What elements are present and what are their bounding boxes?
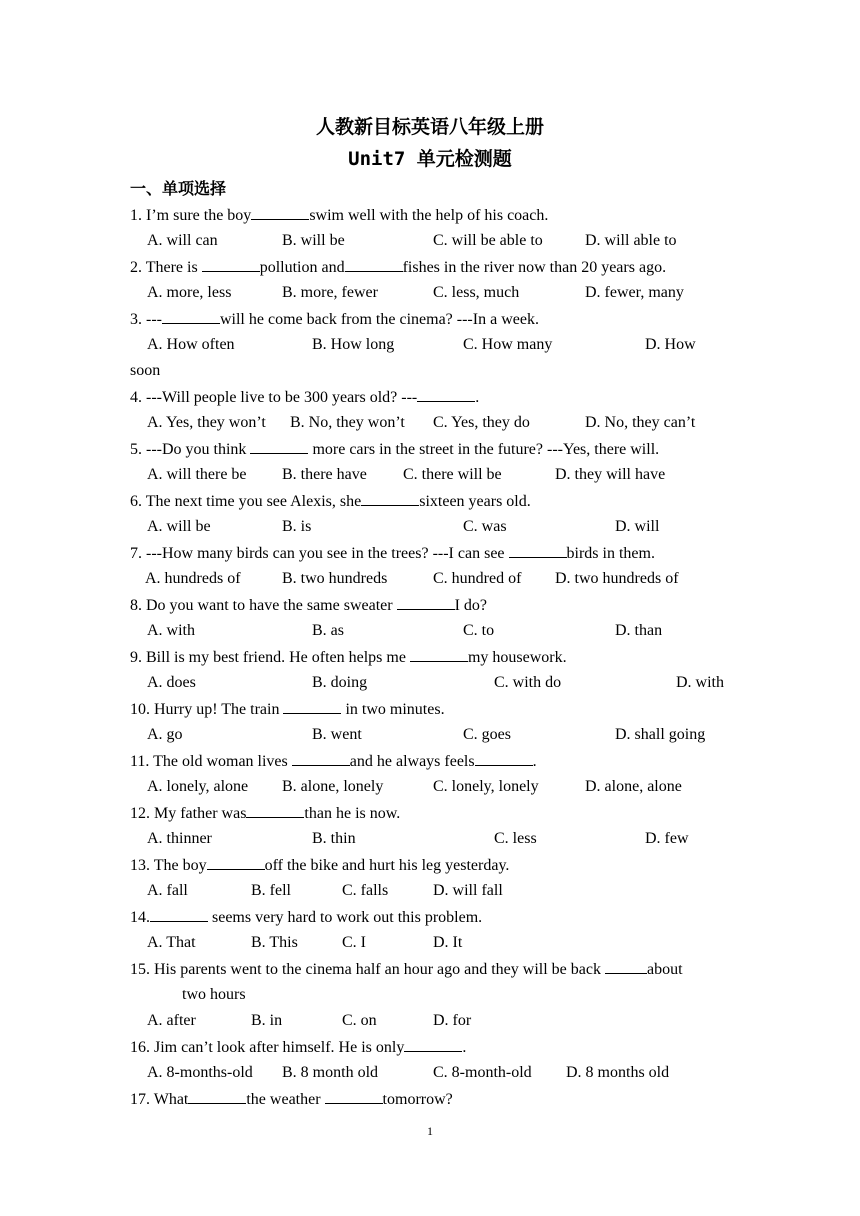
question-13: 13. The boy off the bike and hurt his leg yesterday. <box>130 857 510 874</box>
q15-option-b: B. in <box>251 1012 283 1029</box>
q16-option-d: D. 8 months old <box>566 1064 670 1081</box>
q8-option-a: A. with <box>147 622 195 639</box>
document-subtitle: Unit7 单元检测题 <box>348 148 512 170</box>
question-15-continuation: two hours <box>182 986 246 1003</box>
q7-option-c: C. hundred of <box>433 570 522 587</box>
q1-option-c: C. will be able to <box>433 232 543 249</box>
question-3: 3. --- will he come back from the cinema? ---In a week. <box>130 311 539 328</box>
q2-option-c: C. less, much <box>433 284 520 301</box>
q15-option-d: D. for <box>433 1012 472 1029</box>
section-heading: 一、单项选择 <box>130 179 227 198</box>
q15-option-c: C. on <box>342 1012 377 1029</box>
q11-option-d: D. alone, alone <box>585 778 682 795</box>
q1-option-b: B. will be <box>282 232 345 249</box>
q10-option-c: C. goes <box>463 726 511 743</box>
question-15: 15. His parents went to the cinema half an hour ago and they will be back about <box>130 961 683 978</box>
q12-option-b: B. thin <box>312 830 356 847</box>
q10-option-a: A. go <box>147 726 183 743</box>
q3-option-a: A. How often <box>147 336 235 353</box>
q14-option-d: D. It <box>433 934 463 951</box>
q6-option-b: B. is <box>282 518 312 535</box>
q2-option-d: D. fewer, many <box>585 284 684 301</box>
question-10: 10. Hurry up! The train in two minutes. <box>130 701 445 718</box>
q11-option-c: C. lonely, lonely <box>433 778 539 795</box>
q11-option-b: B. alone, lonely <box>282 778 384 795</box>
q6-option-d: D. will <box>615 518 660 535</box>
question-5: 5. ---Do you think more cars in the street in the future? ---Yes, there will. <box>130 441 660 458</box>
q12-option-a: A. thinner <box>147 830 212 847</box>
q13-option-c: C. falls <box>342 882 389 899</box>
q9-option-d: D. with <box>676 674 724 691</box>
q4-option-c: C. Yes, they do <box>433 414 530 431</box>
q9-option-c: C. with do <box>494 674 562 691</box>
q13-option-a: A. fall <box>147 882 188 899</box>
q15-option-a: A. after <box>147 1012 196 1029</box>
q14-option-c: C. I <box>342 934 366 951</box>
q5-option-b: B. there have <box>282 466 367 483</box>
q4-option-b: B. No, they won’t <box>290 414 405 431</box>
q3-option-d: D. How <box>645 336 696 353</box>
q8-option-c: C. to <box>463 622 495 639</box>
q4-option-a: A. Yes, they won’t <box>147 414 266 431</box>
q2-option-a: A. more, less <box>147 284 232 301</box>
q12-option-c: C. less <box>494 830 537 847</box>
q4-option-d: D. No, they can’t <box>585 414 696 431</box>
q1-option-a: A. will can <box>147 232 218 249</box>
q16-option-c: C. 8-month-old <box>433 1064 532 1081</box>
question-12: 12. My father was than he is now. <box>130 805 401 822</box>
question-6: 6. The next time you see Alexis, she sixteen years old. <box>130 493 531 510</box>
question-17: 17. What the weather tomorrow? <box>130 1091 453 1108</box>
q14-option-b: B. This <box>251 934 298 951</box>
q3-option-c: C. How many <box>463 336 553 353</box>
q6-option-c: C. was <box>463 518 507 535</box>
question-4: 4. ---Will people live to be 300 years old? --- . <box>130 389 480 406</box>
question-1: 1. I’m sure the boy swim well with the help of his coach. <box>130 207 549 224</box>
q10-option-d: D. shall going <box>615 726 706 743</box>
q8-option-b: B. as <box>312 622 344 639</box>
q13-option-b: B. fell <box>251 882 291 899</box>
q2-option-b: B. more, fewer <box>282 284 378 301</box>
q3-option-b: B. How long <box>312 336 395 353</box>
q7-option-b: B. two hundreds <box>282 570 388 587</box>
question-11: 11. The old woman lives and he always feels . <box>130 753 537 770</box>
q8-option-d: D. than <box>615 622 663 639</box>
question-16: 16. Jim can’t look after himself. He is only . <box>130 1039 467 1056</box>
q7-option-a: A. hundreds of <box>145 570 241 587</box>
q7-option-d: D. two hundreds of <box>555 570 679 587</box>
q9-option-a: A. does <box>147 674 196 691</box>
page-number: 1 <box>427 1124 433 1138</box>
q11-option-a: A. lonely, alone <box>147 778 249 795</box>
q16-option-a: A. 8-months-old <box>147 1064 253 1081</box>
q13-option-d: D. will fall <box>433 882 503 899</box>
q5-option-a: A. will there be <box>147 466 247 483</box>
question-9: 9. Bill is my best friend. He often helps me my housework. <box>130 649 567 666</box>
q12-option-d: D. few <box>645 830 689 847</box>
q16-option-b: B. 8 month old <box>282 1064 379 1081</box>
question-14: 14. seems very hard to work out this problem. <box>130 909 483 926</box>
q3-option-d-wrap: soon <box>130 362 161 379</box>
question-8: 8. Do you want to have the same sweater I do? <box>130 597 488 614</box>
q6-option-a: A. will be <box>147 518 211 535</box>
document-title: 人教新目标英语八年级上册 <box>315 116 544 138</box>
question-2: 2. There is pollution and fishes in the river now than 20 years ago. <box>130 259 667 276</box>
question-7: 7. ---How many birds can you see in the trees? ---I can see birds in them. <box>130 545 655 562</box>
q1-option-d: D. will able to <box>585 232 677 249</box>
q10-option-b: B. went <box>312 726 362 743</box>
q9-option-b: B. doing <box>312 674 368 691</box>
q14-option-a: A. That <box>147 934 196 951</box>
q5-option-d: D. they will have <box>555 466 666 483</box>
q5-option-c: C. there will be <box>403 466 502 483</box>
